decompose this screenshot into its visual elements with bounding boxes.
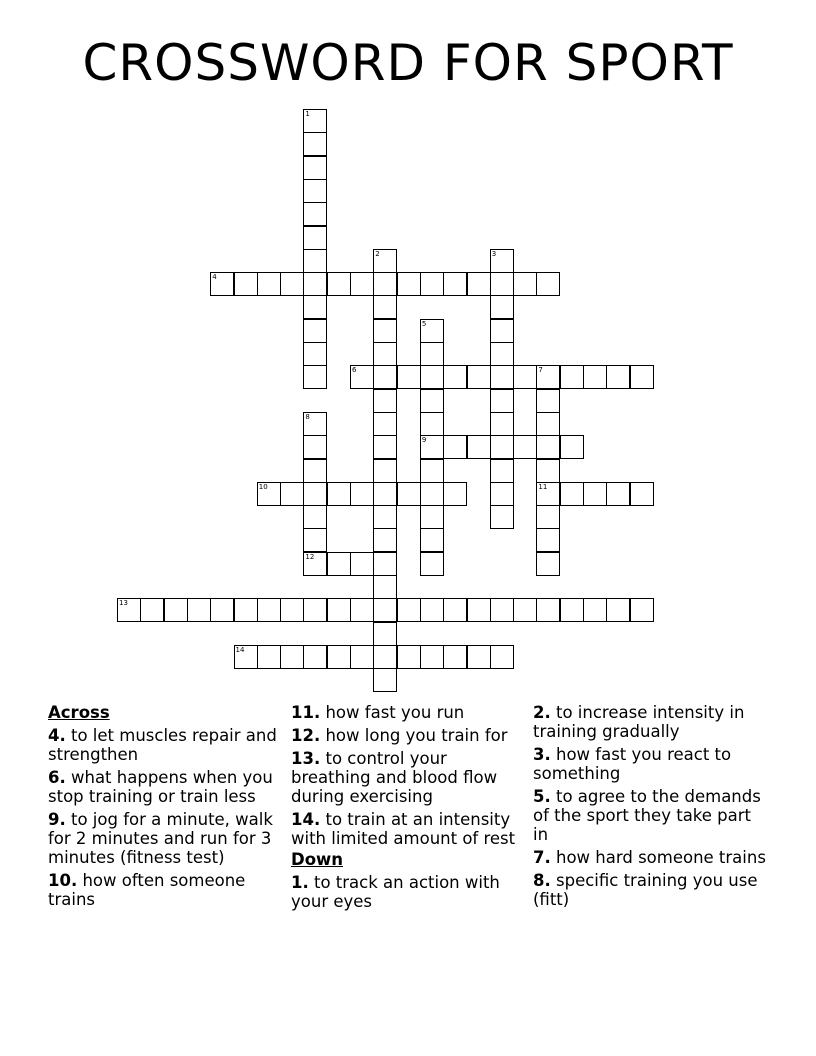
grid-cell[interactable] [513, 598, 537, 622]
grid-cell[interactable] [467, 272, 491, 296]
grid-cell[interactable] [257, 482, 281, 506]
grid-cell[interactable] [420, 272, 444, 296]
grid-cell[interactable] [397, 645, 421, 669]
grid-cell[interactable] [373, 622, 397, 646]
grid-cell[interactable] [303, 505, 327, 529]
grid-cell[interactable] [420, 435, 444, 459]
clue-across-13: 13. to control your breathing and blood flow during exercising [291, 749, 498, 806]
clue-across-10: 10. how often someone trains [48, 871, 246, 909]
grid-cell[interactable] [303, 179, 327, 203]
grid-cell[interactable] [420, 528, 444, 552]
grid-cell[interactable] [303, 226, 327, 250]
grid-cell[interactable] [490, 598, 514, 622]
grid-cell[interactable] [373, 342, 397, 366]
clue-number-label: 11 [538, 482, 548, 491]
grid-cell[interactable] [490, 272, 514, 296]
grid-cell[interactable] [303, 319, 327, 343]
grid-cell[interactable] [257, 598, 281, 622]
grid-cell[interactable] [420, 319, 444, 343]
grid-cell[interactable] [490, 482, 514, 506]
grid-cell[interactable] [327, 272, 351, 296]
grid-cell[interactable] [490, 435, 514, 459]
clue-number-label: 9 [421, 436, 427, 445]
grid-cell[interactable] [350, 272, 374, 296]
clue-across-14: 14. to train at an intensity with limited amount of rest [291, 810, 516, 848]
grid-cell[interactable] [350, 552, 374, 576]
grid-cell[interactable] [420, 459, 444, 483]
grid-cell[interactable] [630, 482, 654, 506]
grid-cell[interactable] [234, 272, 258, 296]
grid-cell[interactable] [373, 505, 397, 529]
grid-cell[interactable] [373, 482, 397, 506]
grid-cell[interactable] [234, 645, 258, 669]
grid-cell[interactable] [536, 365, 560, 389]
grid-cell[interactable] [443, 482, 467, 506]
clue-column-1 [48, 703, 283, 913]
grid-cell[interactable] [536, 552, 560, 576]
grid-cell[interactable] [303, 272, 327, 296]
grid-cell[interactable] [490, 319, 514, 343]
grid-cell[interactable] [280, 482, 304, 506]
clue-number-label: 12 [305, 552, 315, 561]
grid-cell[interactable] [536, 482, 560, 506]
grid-cell[interactable] [303, 482, 327, 506]
grid-cell[interactable] [210, 272, 234, 296]
grid-cell[interactable] [490, 295, 514, 319]
clue-down-2: 2. to increase intensity in training gradually [533, 703, 745, 741]
grid-cell[interactable] [490, 412, 514, 436]
grid-cell[interactable] [187, 598, 211, 622]
grid-cell[interactable] [630, 365, 654, 389]
grid-cell[interactable] [350, 598, 374, 622]
grid-cell[interactable] [606, 482, 630, 506]
grid-cell[interactable] [420, 598, 444, 622]
grid-cell[interactable] [140, 598, 164, 622]
grid-cell[interactable] [443, 645, 467, 669]
grid-cell[interactable] [303, 249, 327, 273]
grid-cell[interactable] [606, 365, 630, 389]
grid-cell[interactable] [490, 249, 514, 273]
grid-cell[interactable] [373, 575, 397, 599]
grid-cell[interactable] [303, 156, 327, 180]
clue-number-label: 3 [491, 249, 497, 258]
clue-down-5: 5. to agree to the demands of the sport they take part in [533, 787, 761, 844]
grid-cell[interactable] [373, 645, 397, 669]
grid-cell[interactable] [583, 598, 607, 622]
grid-cell[interactable] [467, 435, 491, 459]
grid-cell[interactable] [467, 645, 491, 669]
grid-cell[interactable] [234, 598, 258, 622]
grid-cell[interactable] [397, 598, 421, 622]
grid-cell[interactable] [420, 482, 444, 506]
clue-number-label: 8 [305, 412, 310, 421]
grid-cell[interactable] [536, 412, 560, 436]
clue-down-7: 7. how hard someone trains [533, 848, 766, 867]
grid-cell[interactable] [303, 202, 327, 226]
grid-cell[interactable] [420, 505, 444, 529]
grid-cell[interactable] [373, 319, 397, 343]
grid-cell[interactable] [303, 552, 327, 576]
page-title: CROSSWORD FOR SPORT [82, 34, 734, 92]
grid-cell[interactable] [560, 598, 584, 622]
grid-cell[interactable] [373, 412, 397, 436]
grid-cell[interactable] [350, 645, 374, 669]
grid-cell[interactable] [327, 552, 351, 576]
grid-cell[interactable] [280, 272, 304, 296]
grid-cell[interactable] [373, 272, 397, 296]
grid-cell[interactable] [536, 389, 560, 413]
clue-number-label: 13 [119, 599, 128, 608]
grid-cell[interactable] [303, 412, 327, 436]
grid-cell[interactable] [443, 272, 467, 296]
grid-cell[interactable] [257, 272, 281, 296]
grid-cell[interactable] [373, 598, 397, 622]
grid-cell[interactable] [490, 342, 514, 366]
grid-cell[interactable] [490, 505, 514, 529]
grid-cell[interactable] [420, 389, 444, 413]
grid-cell[interactable] [420, 552, 444, 576]
clue-number-label: 7 [538, 366, 543, 375]
grid-cell[interactable] [536, 528, 560, 552]
grid-cell[interactable] [560, 482, 584, 506]
grid-cell[interactable] [443, 598, 467, 622]
grid-cell[interactable] [513, 435, 537, 459]
grid-cell[interactable] [303, 645, 327, 669]
across-heading: Across [48, 703, 110, 722]
grid-cell[interactable] [490, 645, 514, 669]
clue-across-12: 12. how long you train for [291, 726, 508, 745]
clue-number-label: 10 [258, 482, 268, 491]
grid-cell[interactable] [373, 528, 397, 552]
grid-cell[interactable] [303, 435, 327, 459]
grid-cell[interactable] [630, 598, 654, 622]
clue-column-3 [533, 703, 768, 913]
grid-cell[interactable] [350, 365, 374, 389]
grid-cell[interactable] [164, 598, 188, 622]
grid-cell[interactable] [210, 598, 234, 622]
clue-number-label: 14 [235, 645, 245, 654]
grid-cell[interactable] [350, 482, 374, 506]
clue-down-3: 3. how fast you react to something [533, 745, 732, 783]
grid-cell[interactable] [606, 598, 630, 622]
clue-number-label: 4 [212, 273, 217, 282]
clue-number-label: 5 [421, 319, 427, 328]
grid-cell[interactable] [536, 598, 560, 622]
grid-cell[interactable] [303, 459, 327, 483]
grid-cell[interactable] [397, 482, 421, 506]
grid-cell[interactable] [373, 365, 397, 389]
grid-cell[interactable] [303, 342, 327, 366]
clue-across-9: 9. to jog for a minute, walk for 2 minutes and run for 3 minutes (fitness test) [48, 810, 273, 867]
grid-cell[interactable] [373, 552, 397, 576]
grid-cell[interactable] [373, 459, 397, 483]
grid-cell[interactable] [373, 435, 397, 459]
clue-across-6: 6. what happens when you stop training or train less [48, 768, 273, 806]
grid-cell[interactable] [420, 412, 444, 436]
grid-cell[interactable] [467, 365, 491, 389]
grid-cell[interactable] [280, 645, 304, 669]
grid-cell[interactable] [583, 482, 607, 506]
grid-cell[interactable] [536, 459, 560, 483]
grid-cell[interactable] [327, 598, 351, 622]
grid-cell[interactable] [536, 505, 560, 529]
grid-cell[interactable] [420, 342, 444, 366]
clue-number-label: 1 [305, 110, 310, 118]
clue-across-11: 11. how fast you run [291, 703, 465, 722]
grid-cell[interactable] [397, 272, 421, 296]
down-heading: Down [291, 850, 344, 869]
grid-cell[interactable] [117, 598, 141, 622]
grid-cell[interactable] [303, 528, 327, 552]
grid-cell[interactable] [303, 365, 327, 389]
grid-cell[interactable] [560, 365, 584, 389]
grid-cell[interactable] [373, 668, 397, 692]
clue-column-2 [291, 703, 526, 915]
grid-cell[interactable] [490, 459, 514, 483]
grid-cell[interactable] [303, 598, 327, 622]
grid-cell[interactable] [257, 645, 281, 669]
grid-cell[interactable] [303, 132, 327, 156]
grid-cell[interactable] [373, 389, 397, 413]
grid-cell[interactable] [327, 645, 351, 669]
grid-cell[interactable] [536, 272, 560, 296]
clue-number-label: 2 [375, 249, 380, 258]
grid-cell[interactable] [373, 249, 397, 273]
grid-cell[interactable] [420, 645, 444, 669]
grid-cell[interactable] [327, 482, 351, 506]
grid-cell[interactable] [303, 109, 327, 133]
clue-number-label: 6 [352, 366, 357, 375]
clue-across-4: 4. to let muscles repair and strengthen [48, 726, 277, 764]
grid-cell[interactable] [420, 365, 444, 389]
grid-cell[interactable] [490, 365, 514, 389]
grid-cell[interactable] [373, 295, 397, 319]
grid-cell[interactable] [467, 598, 491, 622]
grid-cell[interactable] [397, 365, 421, 389]
grid-cell[interactable] [536, 435, 560, 459]
grid-cell[interactable] [443, 365, 467, 389]
grid-cell[interactable] [490, 389, 514, 413]
grid-cell[interactable] [280, 598, 304, 622]
grid-cell[interactable] [583, 365, 607, 389]
grid-cell[interactable] [513, 272, 537, 296]
clue-down-1: 1. to track an action with your eyes [291, 873, 500, 911]
grid-cell[interactable] [560, 435, 584, 459]
grid-cell[interactable] [303, 295, 327, 319]
clue-down-8: 8. specific training you use (fitt) [533, 871, 758, 909]
grid-cell[interactable] [443, 435, 467, 459]
grid-cell[interactable] [513, 365, 537, 389]
